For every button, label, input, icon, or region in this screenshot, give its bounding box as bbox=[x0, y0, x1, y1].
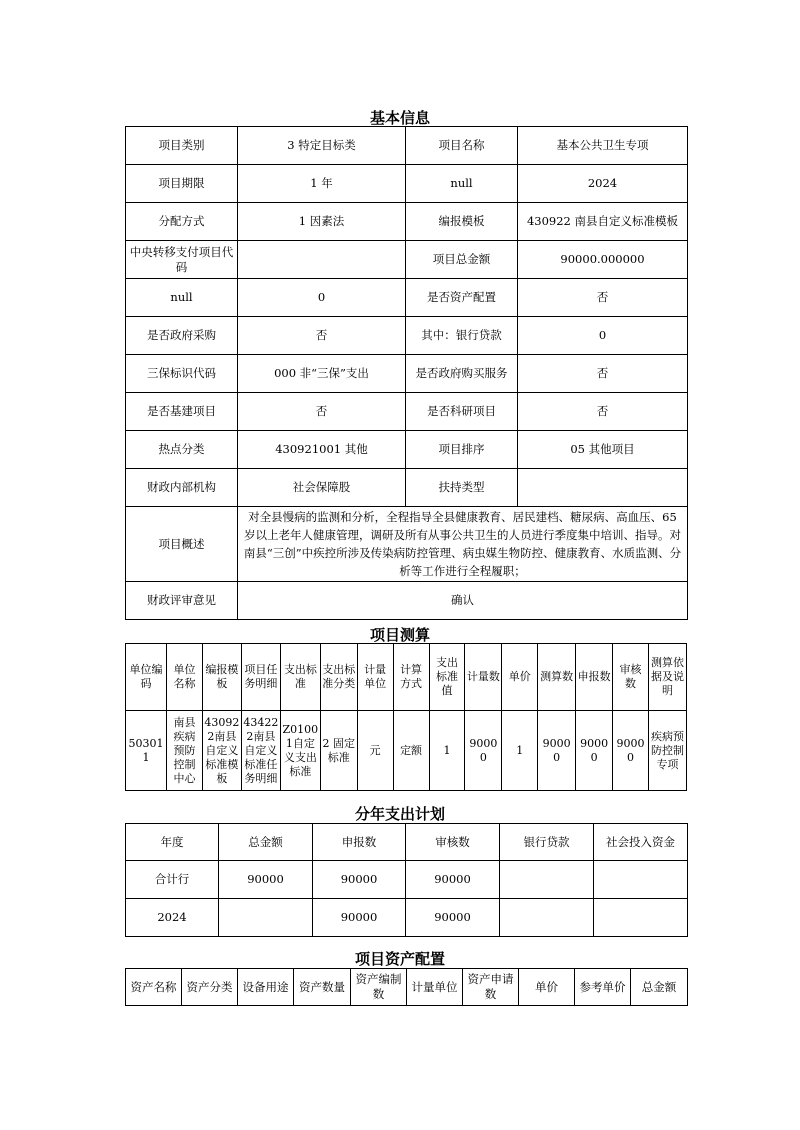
field-value: 0 bbox=[518, 317, 688, 355]
table-cell: 90000 bbox=[406, 861, 500, 899]
column-header: 资产数量 bbox=[294, 969, 351, 1006]
table-cell bbox=[500, 899, 594, 937]
column-header: 总金额 bbox=[219, 824, 313, 861]
table-cell: 434222南县自定义标准任务明细 bbox=[241, 711, 280, 791]
table-cell: 90000 bbox=[538, 711, 576, 791]
column-header: 项目任务明细 bbox=[241, 644, 280, 711]
field-value: 05 其他项目 bbox=[518, 431, 688, 469]
table-cell: 疾病预防控制专项 bbox=[648, 711, 686, 791]
table-cell: 503011 bbox=[126, 711, 167, 791]
overview-row bbox=[126, 507, 688, 582]
field-value: 3 特定目标类 bbox=[238, 127, 406, 165]
field-label: 项目名称 bbox=[406, 127, 518, 165]
column-header: 总金额 bbox=[631, 969, 688, 1006]
column-header: 审核数 bbox=[406, 824, 500, 861]
table-cell: 90000 bbox=[219, 861, 313, 899]
asset-config-title: 项目资产配置 bbox=[354, 950, 445, 968]
basic-info-row bbox=[126, 279, 688, 317]
table-cell bbox=[500, 861, 594, 899]
table-cell: 南县疾病预防控制中心 bbox=[167, 711, 203, 791]
basic-info-table bbox=[125, 126, 688, 620]
table-row bbox=[126, 899, 688, 937]
field-value: 基本公共卫生专项 bbox=[518, 127, 688, 165]
field-label: null bbox=[126, 279, 238, 317]
field-label: 是否政府购买服务 bbox=[406, 355, 518, 393]
basic-info-row bbox=[126, 355, 688, 393]
column-header: 申报数 bbox=[576, 644, 613, 711]
column-header: 社会投入资金 bbox=[594, 824, 688, 861]
table-row bbox=[126, 711, 687, 791]
column-header: 测算依据及说明 bbox=[648, 644, 686, 711]
field-label: 分配方式 bbox=[126, 203, 238, 241]
column-header: 编报模板 bbox=[202, 644, 241, 711]
column-header: 计量数 bbox=[465, 644, 502, 711]
field-value: 000 非“三保”支出 bbox=[238, 355, 406, 393]
column-header: 支出标准 bbox=[280, 644, 320, 711]
column-header: 支出标准值 bbox=[429, 644, 465, 711]
column-header: 资产分类 bbox=[182, 969, 238, 1006]
field-label: 三保标识代码 bbox=[126, 355, 238, 393]
field-value: 90000.000000 bbox=[518, 241, 688, 279]
table-cell: Z01001自定义支出标准 bbox=[280, 711, 320, 791]
column-header: 单价 bbox=[519, 969, 575, 1006]
field-label: 其中：银行贷款 bbox=[406, 317, 518, 355]
table-cell: 定额 bbox=[393, 711, 429, 791]
annual-plan-table bbox=[125, 823, 688, 937]
field-value: 1 年 bbox=[238, 165, 406, 203]
project-calc-table bbox=[125, 643, 687, 791]
field-value: 0 bbox=[238, 279, 406, 317]
column-header: 单价 bbox=[502, 644, 538, 711]
field-value: 否 bbox=[518, 393, 688, 431]
column-header: 支出标准分类 bbox=[320, 644, 357, 711]
field-label: 编报模板 bbox=[406, 203, 518, 241]
field-label: 是否科研项目 bbox=[406, 393, 518, 431]
field-label: 项目总金额 bbox=[406, 241, 518, 279]
column-header: 年度 bbox=[126, 824, 219, 861]
table-cell bbox=[594, 861, 688, 899]
basic-info-row bbox=[126, 165, 688, 203]
overview-text: 对全县慢病的监测和分析，全程指导全县健康教育、居民建档、糖尿病、高血压、65 岁以上老年人健康管理，调研及所有从事公共卫生的人员进行季度集中培训、指导。对南县“三创”中疾控所涉及传染病防控管理、病虫媒生物防控、健康教育、水质监测、分析等工作进行全程履职； bbox=[238, 507, 688, 582]
field-value: 1 因素法 bbox=[238, 203, 406, 241]
basic-info-row bbox=[126, 317, 688, 355]
basic-info-row bbox=[126, 393, 688, 431]
basic-info-row bbox=[126, 241, 688, 279]
field-value: 430921001 其他 bbox=[238, 431, 406, 469]
table-cell: 2024 bbox=[126, 899, 219, 937]
column-header: 资产名称 bbox=[126, 969, 182, 1006]
column-header: 资产编制数 bbox=[351, 969, 407, 1006]
field-value bbox=[518, 469, 688, 507]
field-label: 是否政府采购 bbox=[126, 317, 238, 355]
table-cell: 90000 bbox=[406, 899, 500, 937]
field-label: 热点分类 bbox=[126, 431, 238, 469]
annual-plan-title: 分年支出计划 bbox=[354, 805, 445, 823]
table-cell: 2 固定标准 bbox=[320, 711, 357, 791]
table-cell: 90000 bbox=[613, 711, 649, 791]
column-header: 审核数 bbox=[613, 644, 649, 711]
review-value: 确认 bbox=[238, 582, 688, 620]
field-label: null bbox=[406, 165, 518, 203]
column-header: 设备用途 bbox=[238, 969, 294, 1006]
column-header: 计量单位 bbox=[357, 644, 393, 711]
field-label: 项目期限 bbox=[126, 165, 238, 203]
field-label: 中央转移支付项目代码 bbox=[126, 241, 238, 279]
field-label: 项目概述 bbox=[126, 507, 238, 582]
field-value bbox=[238, 241, 406, 279]
table-cell bbox=[594, 899, 688, 937]
column-header: 参考单价 bbox=[575, 969, 631, 1006]
table-cell: 430922南县自定义标准模板 bbox=[202, 711, 241, 791]
column-header: 单位编码 bbox=[126, 644, 167, 711]
field-value: 否 bbox=[518, 355, 688, 393]
field-value: 否 bbox=[238, 317, 406, 355]
table-cell: 1 bbox=[429, 711, 465, 791]
field-value: 430922 南县自定义标准模板 bbox=[518, 203, 688, 241]
field-label: 项目排序 bbox=[406, 431, 518, 469]
basic-info-row bbox=[126, 127, 688, 165]
table-cell: 1 bbox=[502, 711, 538, 791]
table-cell bbox=[219, 899, 313, 937]
column-header: 资产申请数 bbox=[463, 969, 519, 1006]
field-value: 否 bbox=[238, 393, 406, 431]
column-header: 计算方式 bbox=[393, 644, 429, 711]
review-row bbox=[126, 582, 688, 620]
table-cell: 合计行 bbox=[126, 861, 219, 899]
field-value: 社会保障股 bbox=[238, 469, 406, 507]
basic-info-title: 基本信息 bbox=[369, 109, 430, 127]
basic-info-row bbox=[126, 431, 688, 469]
table-cell: 90000 bbox=[313, 899, 406, 937]
field-label: 是否基建项目 bbox=[126, 393, 238, 431]
field-value: 2024 bbox=[518, 165, 688, 203]
table-row bbox=[126, 861, 688, 899]
column-header: 测算数 bbox=[538, 644, 576, 711]
field-label: 扶持类型 bbox=[406, 469, 518, 507]
field-label: 财政评审意见 bbox=[126, 582, 238, 620]
project-calc-title: 项目测算 bbox=[369, 626, 430, 644]
basic-info-row bbox=[126, 203, 688, 241]
field-label: 财政内部机构 bbox=[126, 469, 238, 507]
basic-info-row bbox=[126, 469, 688, 507]
field-value: 否 bbox=[518, 279, 688, 317]
asset-config-table bbox=[125, 968, 688, 1006]
column-header: 单位名称 bbox=[167, 644, 203, 711]
field-label: 是否资产配置 bbox=[406, 279, 518, 317]
column-header: 银行贷款 bbox=[500, 824, 594, 861]
table-cell: 90000 bbox=[313, 861, 406, 899]
table-cell: 90000 bbox=[576, 711, 613, 791]
field-label: 项目类别 bbox=[126, 127, 238, 165]
column-header: 申报数 bbox=[313, 824, 406, 861]
column-header: 计量单位 bbox=[407, 969, 463, 1006]
table-cell: 元 bbox=[357, 711, 393, 791]
table-cell: 90000 bbox=[465, 711, 502, 791]
